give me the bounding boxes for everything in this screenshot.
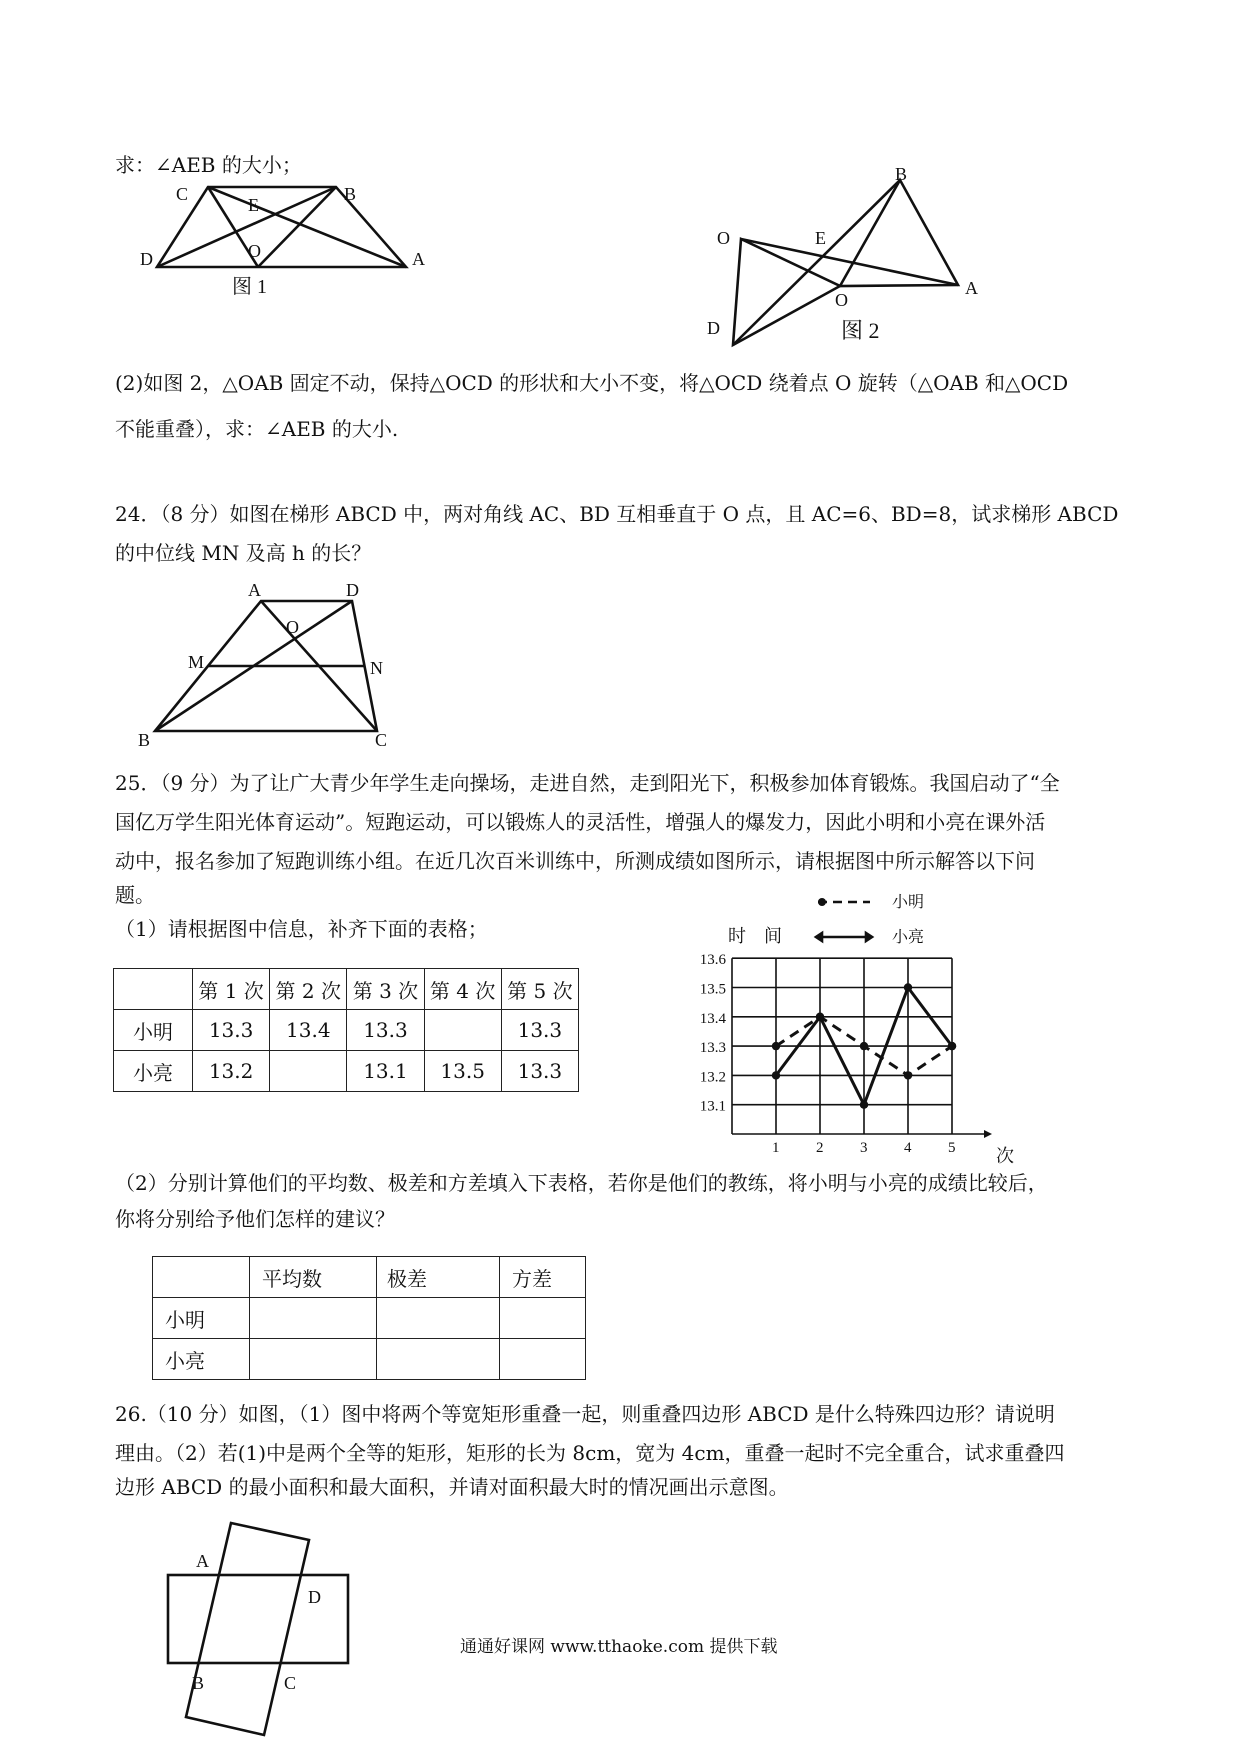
data-point-xiaoliang: [816, 1013, 824, 1021]
fig2-caption: 图 2: [841, 318, 880, 343]
q26-label-c: C: [284, 1673, 297, 1693]
q24-line2: 的中位线 MN 及高 h 的长？: [115, 541, 372, 565]
score-table-cell: 13.3: [501, 1051, 578, 1092]
fig1-label-e: E: [248, 195, 259, 215]
data-point-xiaoliang: [948, 1042, 956, 1050]
score-table-header: 第 4 次: [424, 969, 501, 1010]
fig2-label-b: B: [895, 164, 908, 184]
fig1-label-c: C: [176, 184, 189, 204]
score-table-cell: [270, 1051, 347, 1092]
training-score-chart: [690, 880, 1030, 1170]
x-tick-label: 1: [772, 1140, 780, 1156]
x-axis-arrow: [984, 1130, 992, 1138]
data-point-xiaoming: [772, 1042, 780, 1050]
stats-table-cell: [377, 1339, 500, 1380]
fig2-label-a: A: [965, 278, 978, 298]
fig1-label-d: D: [140, 249, 153, 269]
chart-legend: [816, 893, 924, 946]
data-point-xiaoming: [904, 1071, 912, 1079]
q23-part2-line2: 不能重叠），求：∠AEB 的大小.: [115, 417, 399, 441]
fig2-label-e: E: [815, 228, 826, 248]
q24-label-b: B: [138, 730, 151, 750]
stats-table-cell: [250, 1298, 377, 1339]
q25-line2: 国亿万学生阳光体育运动”。短跑运动，可以锻炼人的灵活性，增强人的爆发力，因此小明和小亮在课外活: [115, 810, 1046, 834]
q25-line1: 25．（9 分）为了让广大青少年学生走向操场，走进自然，走到阳光下，积极参加体育锻炼。我国启动了“全: [115, 771, 1060, 795]
y-tick-label: 13.2: [699, 1069, 726, 1086]
chart-xlabel: 次: [996, 1146, 1014, 1166]
y-tick-label: 13.6: [699, 952, 726, 969]
score-table-header: 第 3 次: [347, 969, 424, 1010]
footer-text: 通通好课网 www.tthaoke.com 提供下载: [460, 1637, 778, 1657]
q24-label-d: D: [346, 580, 359, 600]
stats-table-cell: [500, 1298, 586, 1339]
q24-line1: 24．（8 分）如图在梯形 ABCD 中，两对角线 AC、BD 互相垂直于 O 点，且 AC=6、BD=8，试求梯形 ABCD: [115, 502, 1119, 526]
chart-ylabel: 时 间: [728, 926, 782, 946]
chart-y-ticks: [700, 952, 727, 1114]
x-tick-label: 4: [904, 1140, 912, 1156]
stats-table-cell: 小亮: [153, 1339, 250, 1380]
y-tick-label: 13.4: [699, 1010, 726, 1027]
score-table-cell: 13.3: [347, 1010, 424, 1051]
score-table-cell: 13.5: [424, 1051, 501, 1092]
q26-label-b: B: [192, 1673, 205, 1693]
x-tick-label: 5: [948, 1140, 956, 1156]
q26-label-a: A: [196, 1551, 209, 1571]
score-table-cell: 13.4: [270, 1010, 347, 1051]
y-tick-label: 13.1: [699, 1098, 726, 1115]
legend-marker-xiaoming: [818, 898, 826, 906]
data-point-xiaoliang: [860, 1101, 868, 1109]
figure-2: [707, 164, 995, 352]
fig1-label-a: A: [412, 249, 425, 269]
q25-part1: （1）请根据图中信息，补齐下面的表格；: [115, 917, 488, 941]
score-table-header: 第 5 次: [501, 969, 578, 1010]
data-point-xiaoliang: [772, 1071, 780, 1079]
x-tick-label: 3: [860, 1140, 868, 1156]
q24-label-o: O: [286, 617, 299, 637]
score-table-header: 第 1 次: [193, 969, 270, 1010]
q24-label-n: N: [370, 658, 383, 678]
score-table: [113, 968, 579, 1092]
q23-part2-line1: (2)如图 2，△OAB 固定不动，保持△OCD 的形状和大小不变，将△OCD 绕着点 O 旋转（△OAB 和△OCD: [115, 371, 1069, 395]
y-tick-label: 13.5: [699, 981, 726, 998]
x-tick-label: 2: [816, 1140, 824, 1156]
fig1-label-b: B: [344, 184, 357, 204]
score-table-cell: 小明: [114, 1010, 193, 1051]
q25-line3: 动中，报名参加了短跑训练小组。在近几次百米训练中，所测成绩如图所示，请根据图中所示解答以下问: [115, 849, 1035, 873]
stats-table-cell: 小明: [153, 1298, 250, 1339]
stats-table-cell: [377, 1298, 500, 1339]
figure-trapezoid: [130, 578, 410, 748]
stats-table: [152, 1256, 586, 1380]
stats-table-header: 方差: [500, 1257, 586, 1298]
q24-label-a: A: [248, 580, 261, 600]
data-point-xiaoliang: [904, 983, 912, 991]
figure-overlapping-rectangles: [150, 1505, 380, 1745]
figure-1: [140, 175, 440, 305]
q26-line3: 边形 ABCD 的最小面积和最大面积，并请对面积最大时的情况画出示意图。: [115, 1475, 789, 1499]
y-tick-label: 13.3: [699, 1040, 726, 1057]
score-table-cell: 小亮: [114, 1051, 193, 1092]
fig2-label-d: D: [707, 318, 720, 338]
stats-table-header: [153, 1257, 250, 1298]
score-table-cell: 13.1: [347, 1051, 424, 1092]
chart-x-ticks: [772, 1140, 956, 1156]
score-table-header: 第 2 次: [270, 969, 347, 1010]
fig2-label-o: O: [835, 290, 848, 310]
legend-arrow-left: [816, 933, 822, 941]
legend-label-xiaoming: 小明: [892, 894, 925, 911]
q26-label-d: D: [308, 1587, 321, 1607]
fig1-caption: 图 1: [232, 276, 267, 298]
stats-table-header: 极差: [377, 1257, 500, 1298]
fig2-label-o-top: O: [717, 228, 730, 248]
q24-label-m: M: [188, 652, 205, 672]
legend-label-xiaoliang: 小亮: [892, 929, 925, 946]
stats-table-header: 平均数: [250, 1257, 377, 1298]
data-point-xiaoming: [860, 1042, 868, 1050]
score-table-header: [114, 969, 193, 1010]
score-table-cell: 13.3: [193, 1010, 270, 1051]
legend-arrow-right: [866, 933, 872, 941]
fig1-label-o: O: [248, 241, 261, 261]
q24-label-c: C: [375, 730, 388, 750]
q23-line1: 求：∠AEB 的大小；: [115, 153, 302, 177]
q25-line4: 题。: [115, 883, 155, 907]
score-table-cell: [424, 1010, 501, 1051]
q25-part2-line2: 你将分别给予他们怎样的建议？: [115, 1207, 395, 1231]
stats-table-cell: [250, 1339, 377, 1380]
q26-line2: 理由。（2）若(1)中是两个全等的矩形，矩形的长为 8cm，宽为 4cm，重叠一起时不完全重合，试求重叠四: [115, 1441, 1065, 1465]
q26-line1: 26.（10 分）如图，（1）图中将两个等宽矩形重叠一起，则重叠四边形 ABCD 是什么特殊四边形？请说明: [115, 1402, 1055, 1426]
score-table-cell: 13.3: [501, 1010, 578, 1051]
score-table-cell: 13.2: [193, 1051, 270, 1092]
q25-part2-line1: （2）分别计算他们的平均数、极差和方差填入下表格，若你是他们的教练，将小明与小亮的成绩比较后，: [115, 1171, 1048, 1195]
stats-table-cell: [500, 1339, 586, 1380]
